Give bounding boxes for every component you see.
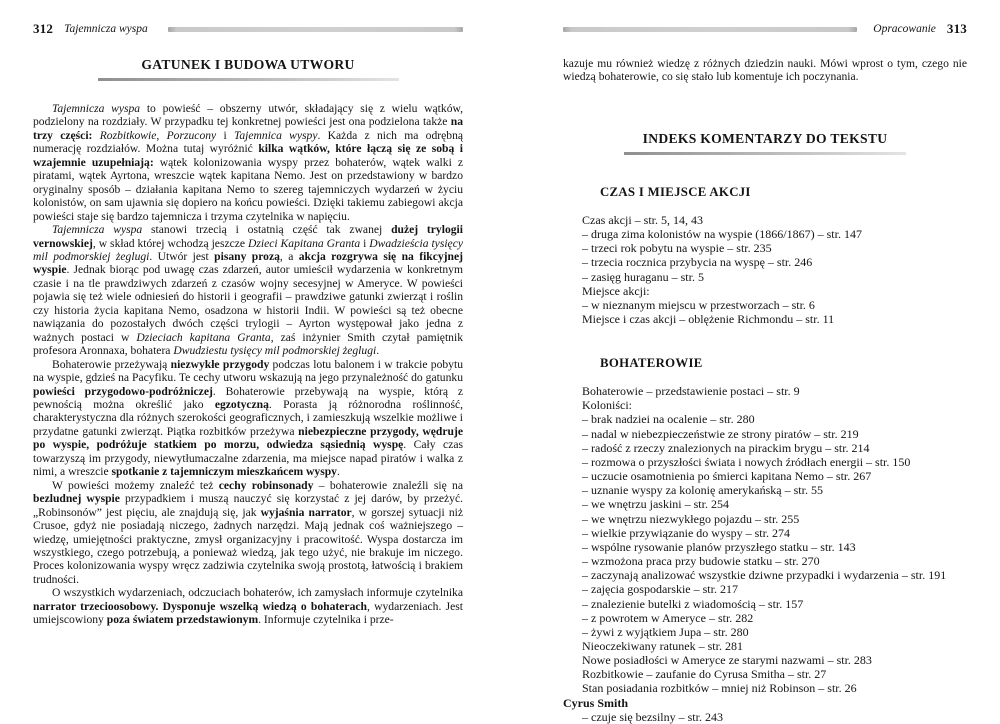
- paragraph: Bohaterowie przeżywają niezwykłe przygody podczas lotu balonem i w trakcie pobytu na wyspie, gdzieś na Pacyfiku. Te cechy utworu wskazują na jego przynależność do gatunku powieści przygodowo-podróżniczej. Bohaterowie przebywają na wyspie, którą z pewnością można określić jako egzotyczną. Porasta ją różnorodna roślinność, charakterystyczna dla różnych szerokości geograficznych, i zamieszkują wszelkie możliwe i przydatne gatunki zwierząt. Piątka rozbitków przeżywa niebezpieczne przygody, wędruje po wyspie, podróżuje statkiem po morzu, odwiedza sąsiednią wyspę. Cały czas towarzyszą im przygody, niewytłumaczalne zdarzenia, ma miejsce napad piratów i walka z nimi, a wreszcie spotkanie z tajemniczym mieszkańcem wyspy.: [33, 357, 463, 479]
- index-entry: – zajęcia gospodarskie – str. 217: [582, 582, 738, 597]
- index-entry: Rozbitkowie – zaufanie do Cyrusa Smitha – str. 27: [582, 667, 827, 682]
- right-running-title: Opracowanie: [873, 22, 936, 35]
- right-page-number: 313: [946, 20, 967, 36]
- paragraph: O wszystkich wydarzeniach, odczuciach bohaterów, ich zamysłach informuje czytelnika narrator trzecioosobowy. Dysponuje wszelką wiedzą o bohaterach, wydarzeniach. Jest umiejscowiony poza światem przedstawionym. Informuje czytelnika i prze-: [33, 586, 464, 627]
- paragraph: Tajemnicza wyspa to powieść – obszerny utwór, składający się z wielu wątków, podzielony na rozdziały. W przypadku tej konkretnej powieści jest ona podzielona także na trzy części: Rozbitkowie, Porzucony i Tajemnica wyspy. Każda z nich ma odrębną numerację rozdziałów. Można tutaj wyróżnić kilka wątków, które łączą się ze sobą i wzajemnie uzupełniają: wątek kolonizowania wyspy przez bohaterów, wątek walki z piratami, wątek Ayrtona, wreszcie wątek kapitana Nemo. Jest on przedstawiony w bardzo oryginalny sposób – działania kapitana Nemo to szereg tajemniczych wydarzeń w życiu kolonistów, on sam ujawnia się dopiero na końcu powieści. Dzięki takiemu zabiegowi akcja powieści staje się bardzo tajemnicza i trzyma czytelnika w napięciu.: [33, 102, 464, 223]
- index-entry-list: [563, 213, 967, 326]
- left-chapter-heading: [33, 57, 463, 81]
- index-section-title: BOHATEROWIE: [600, 356, 703, 371]
- index-entry: – trzecia rocznica przybycia na wyspę – str. 246: [582, 255, 813, 270]
- index-entry: – zaczynają analizować wszystkie dziwne przypadki i wydarzenia – str. 191: [582, 568, 947, 583]
- index-entry: Czas akcji – str. 5, 14, 43: [582, 212, 703, 227]
- index-section-title: CZAS I MIEJSCE AKCJI: [600, 184, 751, 199]
- left-header-rule: [168, 27, 463, 32]
- index-entry: Miejsce akcji:: [582, 283, 650, 298]
- left-running-header: [33, 21, 463, 36]
- index-entry: – zasięg huraganu – str. 5: [582, 269, 704, 284]
- index-entry: – druga zima kolonistów na wyspie (1866/1867) – str. 147: [582, 227, 862, 242]
- index-entry: – we wnętrzu jaskini – str. 254: [582, 497, 729, 512]
- right-header-rule: [563, 27, 857, 32]
- index-entry-list: [563, 384, 967, 724]
- left-chapter-title: GATUNEK I BUDOWA UTWORU: [141, 57, 355, 72]
- left-body-text: [33, 102, 463, 627]
- page-left: [0, 0, 500, 712]
- spacer: [563, 200, 967, 213]
- left-page-number: 312: [33, 20, 54, 36]
- index-entry: – wielkie przywiązanie do wyspy – str. 274: [582, 525, 790, 540]
- paragraph: Tajemnicza wyspa stanowi trzecią i ostatnią część tak zwanej dużej trylogii vernowskiej, w skład której wchodzą jeszcze Dzieci Kapitana Granta i Dwadzieścia tysięcy mil podmorskiej żeglugi. Utwór jest pisany prozą, a akcja rozgrywa się na fikcyjnej wyspie. Jednak biorąc pod uwagę czas zdarzeń, autor umieścił wydarzenia w konkretnym czasie i na tle prawdziwych zdarzeń z czasów wojny secesyjnej w Ameryce. W powieści pojawia się też wiele odniesień do historii i geografii – prawdziwe gatunki zwierząt i roślin czy historia życia kapitana Nemo, osadzona w historii Indii. W powieści są też obecne nawiązania do pozostałych dwóch części trylogii – Ayrton występował jako jedna z ważnych postaci w Dzieciach kapitana Granta, zaś inżynier Smith czytał pamiętnik profesora Aronnaxa, bohatera Dwudziestu tysięcy mil podmorskiej żeglugi.: [33, 223, 463, 358]
- index-entry: – żywi z wyjątkiem Jupa – str. 280: [582, 624, 749, 639]
- spacer: [563, 155, 967, 185]
- index-entry: – wzmożona praca przy budowie statku – str. 270: [582, 554, 820, 569]
- index-of-comments: [563, 155, 967, 724]
- spacer: [563, 326, 967, 356]
- index-entry: – uznanie wyspy za kolonię amerykańską – str. 55: [582, 483, 823, 498]
- index-entry: – rozmowa o przyszłości świata i nowych źródłach energii – str. 150: [582, 454, 911, 469]
- left-chapter-rule: [98, 78, 399, 81]
- spacer: [563, 84, 967, 108]
- index-entry: Cyrus Smith: [563, 695, 629, 710]
- index-heading: INDEKS KOMENTARZY DO TEKSTU: [642, 130, 888, 146]
- paragraph: W powieści możemy znaleźć też cechy robinsonady – bohaterowie znaleźli się na bezludnej wyspie przypadkiem i muszą nauczyć się korzystać z jej darów, by przeżyć. „Robinsonów” jest pięciu, ale znajdują się, jak wyjaśnia narrator, w gorszej sytuacji niż Crusoe, gdyż nie posiadają niczego, żadnych narzędzi. Mają jednak coś ważniejszego – wiedzę, umiejętności praktyczne, zmysł organizacyjny i pracowitość. Wyspa dostarcza im wszystkiego, czego potrzebują, a ponieważ wiedzą, jak tego użyć, nie brakuje im niczego. Proces kolonizowania wyspy wręcz zadziwia czytelnika swoją prostotą, łatwością i brakiem trudności.: [33, 478, 463, 586]
- index-entry: – trzeci rok pobytu na wyspie – str. 235: [582, 241, 772, 256]
- index-entry: Stan posiadania rozbitków – mniej niż Robinson – str. 26: [582, 681, 857, 696]
- index-entry: – nadal w niebezpieczeństwie ze strony piratów – str. 219: [582, 426, 859, 441]
- index-entry: Koloniści:: [582, 398, 632, 413]
- index-entry: – we wnętrzu niezwykłego pojazdu – str. 255: [582, 511, 800, 526]
- spacer: [563, 371, 967, 384]
- index-entry: – czuje się bezsilny – str. 243: [582, 709, 723, 724]
- left-running-title: Tajemnicza wyspa: [64, 22, 148, 35]
- index-entry: – uczucie osamotnienia po śmierci kapitana Nemo – str. 267: [582, 469, 872, 484]
- page-right: [500, 0, 1000, 724]
- index-entry: Nowe posiadłości w Ameryce ze starymi nazwami – str. 283: [582, 653, 872, 668]
- index-entry: – z powrotem w Ameryce – str. 282: [582, 610, 754, 625]
- index-entry: Miejsce i czas akcji – oblężenie Richmondu – str. 11: [582, 312, 835, 326]
- right-body-text: [563, 57, 967, 84]
- right-running-header: [563, 21, 967, 36]
- intro-paragraph: kazuje mu również wiedzę z różnych dziedzin nauki. Mówi wprost o tym, czego nie wiedzą bohaterowie, co się stało lub komentuje ich poczynania.: [563, 57, 967, 84]
- index-entry: – znalezienie butelki z wiadomością – str. 157: [582, 596, 804, 611]
- index-entry: Nieoczekiwany ratunek – str. 281: [582, 638, 743, 653]
- index-entry: – brak nadziei na ocalenie – str. 280: [582, 412, 755, 427]
- index-entry: – radość z rzeczy znalezionych na pirackim brygu – str. 214: [582, 440, 870, 455]
- index-entry: – wspólne rysowanie planów przyszłego statku – str. 143: [582, 539, 856, 554]
- right-chapter-heading: [563, 131, 967, 155]
- index-entry: – w nieznanym miejscu w przestworzach – str. 6: [582, 297, 815, 312]
- index-entry: Bohaterowie – przedstawienie postaci – str. 9: [582, 384, 800, 399]
